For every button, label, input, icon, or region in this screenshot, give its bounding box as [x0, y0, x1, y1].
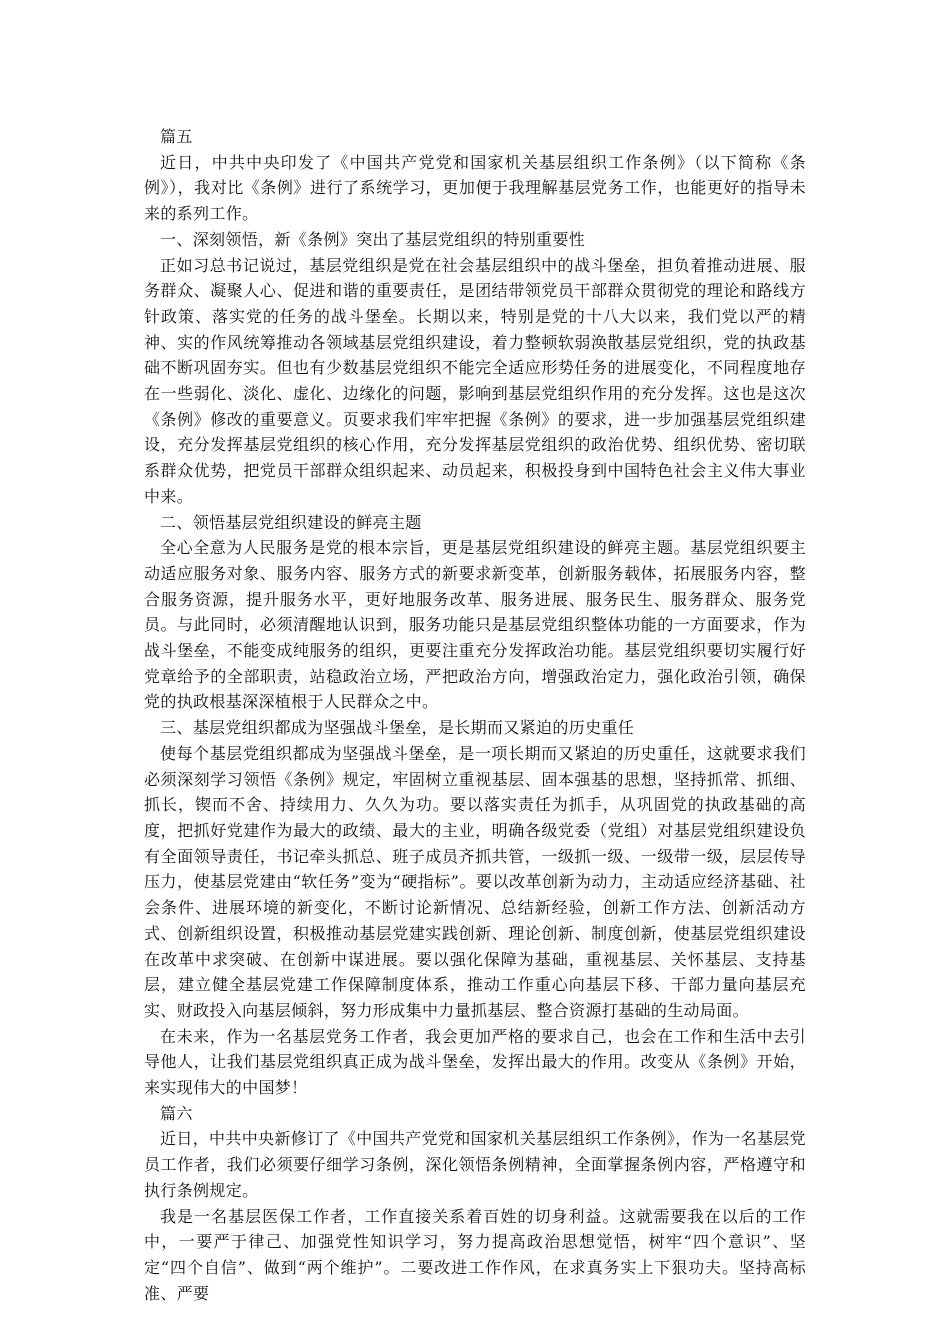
- paragraph: 在未来，作为一名基层党务工作者，我会更加严格的要求自己，也会在工作和生活中去引导他人，让我们基层党组织真正成为战斗堡垒，发挥出最大的作用。改变从《条例》开始，来实现伟大的中国梦！: [144, 1026, 806, 1098]
- paragraph: 全心全意为人民服务是党的根本宗旨，更是基层党组织建设的鲜亮主题。基层党组织要主动适应服务对象、服务内容、服务方式的新要求新变革，创新服务载体，拓展服务内容，整合服务资源，提升服务水平，更好地服务改革、服务进展、服务民生、服务群众、服务党员。与此同时，必须清醒地认识到，服务功能只是基层党组织整体功能的一方面要求，作为战斗堡垒，不能变成纯服务的组织，更要注重充分发挥政治功能。基层党组织要切实履行好党章给予的全部职责，站稳政治立场，严把政治方向，增强政治定力，强化政治引领，确保党的执政根基深深植根于人民群众之中。: [144, 538, 806, 712]
- paragraph: 使每个基层党组织都成为坚强战斗堡垒，是一项长期而又紧迫的历史重任，这就要求我们必须深刻学习领悟《条例》规定，牢固树立重视基层、固本强基的思想，坚持抓常、抓细、抓长，锲而不舍、持续用力、久久为功。要以落实责任为抓手，从巩固党的执政基础的高度，把抓好党建作为最大的政绩、最大的主业，明确各级党委（党组）对基层党组织建设负有全面领导责任，书记牵头抓总、班子成员齐抓共管，一级抓一级、一级带一级，层层传导压力，使基层党建由“软任务”变为“硬指标”。要以改革创新为动力，主动适应经济基础、社会条件、进展环境的新变化，不断讨论新情况、总结新经验，创新工作方法、创新活动方式、创新组织设置，积极推动基层党建实践创新、理论创新、制度创新，使基层党组织建设在改革中求突破、在创新中谋进展。要以强化保障为基础，重视基层、关怀基层、支持基层，建立健全基层党建工作保障制度体系，推动工作重心向基层下移、干部力量向基层充实、财政投入向基层倾斜，努力形成集中力量抓基层、整合资源打基础的生动局面。: [144, 743, 806, 1020]
- section-heading-6: 篇六: [160, 1103, 193, 1123]
- paragraph: 我是一名基层医保工作者，工作直接关系着百姓的切身利益。这就需要我在以后的工作中，一要严于律己、加强党性知识学习，努力提高政治思想觉悟，树牢“四个意识”、坚定“四个自信”、做到“两个维护”。二要改进工作作风，在求真务实上下狠功夫。坚持高标准、严要: [144, 1206, 806, 1303]
- section-heading-5: 篇五: [160, 127, 193, 146]
- subheading: 三、基层党组织都成为坚强战斗堡垒，是长期而又紧迫的历史重任: [160, 718, 635, 738]
- subheading: 二、领悟基层党组织建设的鲜亮主题: [160, 512, 422, 532]
- subheading: 一、深刻领悟，新《条例》突出了基层党组织的特别重要性: [160, 229, 586, 249]
- paragraph: 近日，中共中央新修订了《中国共产党党和国家机关基层组织工作条例》，作为一名基层党员工作者，我们必须要仔细学习条例，深化领悟条例精神，全面掌握条例内容，严格遵守和执行条例规定。: [144, 1129, 807, 1200]
- paragraph: 近日，中共中央印发了《中国共产党党和国家机关基层组织工作条例》（以下简称《条例》），我对比《条例》进行了系统学习，更加便于我理解基层党务工作，也能更好的指导未来的系列工作。: [144, 152, 806, 224]
- document-page: [144, 124, 806, 1306]
- paragraph: 正如习总书记说过，基层党组织是党在社会基层组织中的战斗堡垒，担负着推动进展、服务群众、凝聚人心、促进和谐的重要责任，是团结带领党员干部群众贯彻党的理论和路线方针政策、落实党的任务的战斗堡垒。长期以来，特别是党的十八大以来，我们党以严的精神、实的作风统筹推动各领域基层党组织建设，着力整顿软弱涣散基层党组织，党的执政基础不断巩固夯实。但也有少数基层党组织不能完全适应形势任务的进展变化，不同程度地存在一些弱化、淡化、虚化、边缘化的问题，影响到基层党组织作用的充分发挥。这也是这次《条例》修改的重要意义。页要求我们牢牢把握《条例》的要求，进一步加强基层党组织建设，充分发挥基层党组织的核心作用，充分发挥基层党组织的政治优势、组织优势、密切联系群众优势，把党员干部群众组织起来、动员起来，积极投身到中国特色社会主义伟大事业中来。: [144, 255, 806, 506]
